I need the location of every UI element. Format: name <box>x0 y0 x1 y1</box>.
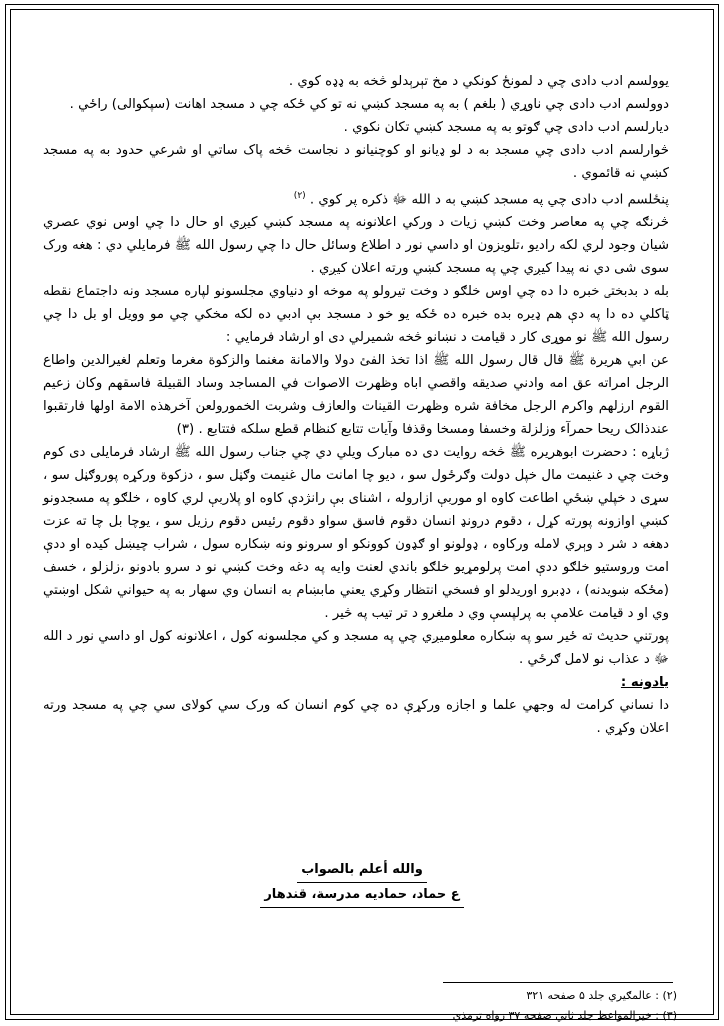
document-body <box>43 70 669 740</box>
footnote-ref-3: (۳) <box>176 422 195 438</box>
paragraph-14th-etiquette: ديارلسم ادب دادی چي ګوتو به په مسجد کښي تکان نکوي . <box>343 120 669 135</box>
paragraph-13th-etiquette: دوولسم ادب دادی چي ناوړي ( بلغم ) به په مسجد کښي نه تو کي ځکه چي د مسجد اهانت (سپکوالی) راځي . <box>69 97 669 112</box>
footnote-2: (۲) : عالمګيري جلد ۵ صفحه ۳۲۱ <box>526 989 677 1002</box>
hadith-translation: ژباړه : دحضرت ابوهريره ﷺ څخه روايت دی ده مبارک ويلي دي چي جناب رسول الله ﷺ ارشاد فرمايلی دی کوم وخت چي د غنيمت مال خپل دولت وګرځول سو ، ديو چا امانت مال غنيمت وګڼل سو ، دزکوة ورکړه پوروګڼل سو ، سړی د خپلي ښځي اطاعت کاوه او موربې ازاروله ، اشنای بې رانژدې کاوه او پلاربې لري کاوه ، خلګو په مسجدونو کښي اوازونه پورته کړل ، دقوم درونډ انسان دقوم فاسق سواو دقوم رئيس دقوم رزيل سو ، يوچا بل چا ته عزت دهغه د شر د وېري لامله ورکاوه ، ډولونو او ګډون کوونکو او سرونو ونه ښکاره سول ، شراب چيښل کيده او ددې امت وروستيو خلګو ددې امت پرلومړيو خلګو باندي لعنت وايه په دغه وخت کښي نو د سرو بادونو ،زلزلو ، خسف (مځکه ښويدنه) ، دډبرو اوريدلو او فسخي انتظار وکړي يعني مابښام به انسان وي سهار به په حيواني شکل اوښتي وي او د قيامت علامې به پرلپسې وي د ملغرو د تر تيب په څير . <box>43 445 669 622</box>
note-heading: يادونه : <box>620 675 669 691</box>
paragraph-note: دا نساني کرامت له وجهي علما و اجازه ورکړې ده چي کوم انسان که ورک سي کولای سي چي په مسجد ورته اعلان وکړي . <box>43 698 669 737</box>
paragraph-15th-etiquette: څوارلسم ادب دادی چي مسجد به د لو ډيانو او کوچنيانو د نجاست څخه پاک ساتي او شرعي حدود به په مسجد کښي نه قائموي . <box>43 143 669 181</box>
paragraph-12th-etiquette: يوولسم ادب دادی چي د لمونځ کونکي د مخ تېرېدلو څخه به ډډه کوي . <box>288 74 669 89</box>
paragraph-16th-text: پنځلسم ادب دادی چي په مسجد کښي به د الله ﷻ ذکره پر کوي . <box>309 192 669 208</box>
signature-block <box>11 858 713 908</box>
paragraph-gatherings: بله د بدبختۍ خبره دا ده چي اوس خلګو د وخت تيرولو په موخه او دنياوي مجلسونو لپاره مسجد ونه داجتماع نقطه ټاکلي ده دا په دې هم ډيره بده خبره ده ځکه يو خو د مسجد بې ادبي ده لکه مخکي چي مو وويل او بل دا چي رسول الله ﷺ نو موړی کار د قيامت د نښانو څخه شميرلي دی او ارشاد فرمايي : <box>43 284 669 346</box>
footnote-ref-2: (۲) <box>293 191 306 201</box>
footnotes <box>453 986 677 1026</box>
signature-closing: والله أعلم بالصواب <box>297 858 427 883</box>
page-inner-border <box>10 9 714 1022</box>
paragraph-16th-etiquette <box>43 185 669 211</box>
page-border <box>5 4 719 1020</box>
paragraph-announcements: څرنګه چي په معاصر وخت کښي زيات د ورکي اعلانونه په مسجد کښي کيږي او حال دا چي اوس نوي عصري شيان وجود لري لکه راديو ،تلويزون او داسي نور د اطلاع وسائل حال دا چي رسول الله ﷺ فرمايلي دي : هغه ورک سوی شی دي نه پيدا کيږي چي په مسجد کښي ورته اعلان کيږي . <box>43 215 669 277</box>
footnote-3: (۳) : خيرالمواعظ جلد ثاني صفحه ۳۷ رواه ترمذي <box>452 1009 677 1022</box>
hadith-arabic-text: عن ابي هريرة ﷺ قال قال رسول الله ﷺ اذا تخذ الفئ دولا والامانة مغنما والزكوة مغرما وتعلم لغيرالدين واطاع الرجل امراته عق امه وادني صديقه واقصي اباه وظهرت الاصوات في المساجد وساد القبيلة فاسقهم وكان زعيم القوم ارزلهم واكرم الرجل مخافة شره وظهرت القينات والعازف وشربت الخمورولعن آخرهذه الامة اولها فارتقبوا عندذالک ريحا حمرآء وزلزلة وخسفا ومسخا وقذفا وآيات تتابع کنظام قطع سلکه فتتابع . <box>43 353 669 438</box>
hadith-arabic <box>43 349 669 441</box>
paragraph-conclusion: پورتني حديث ته ځير سو په ښکاره معلوميږي چي په مسجد و کي مجلسونه کول ، اعلانونه کول او داسي نور د الله ﷻ د عذاب نو لامل ګرځي . <box>43 629 669 668</box>
signature-author: ع حماد، حماديه مدرسة، قندهار <box>260 883 463 908</box>
footnote-divider <box>443 982 673 983</box>
